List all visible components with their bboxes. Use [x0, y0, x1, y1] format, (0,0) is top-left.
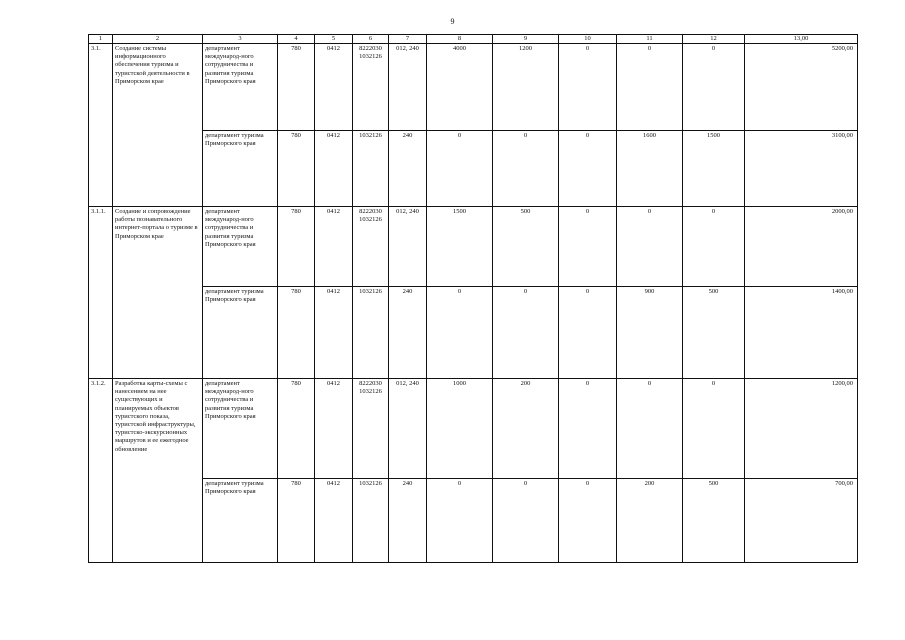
column-header: 3: [203, 35, 278, 44]
cell-c13: 5200,00: [745, 44, 858, 131]
executor-cell: департамент международ-ного сотрудничества и развития туризма Приморского края: [203, 379, 278, 479]
column-header: 12: [683, 35, 745, 44]
cell-c6: 8222030 1032126: [353, 379, 389, 479]
cell-c8: 0: [427, 287, 493, 379]
table-row: [89, 131, 858, 207]
cell-c8: 0: [427, 479, 493, 563]
cell-c11: 200: [617, 479, 683, 563]
table-row: [89, 287, 858, 379]
item-code: 3.1.2.: [89, 379, 113, 563]
column-header: 10: [559, 35, 617, 44]
cell-c7: 012, 240: [389, 379, 427, 479]
column-header: 9: [493, 35, 559, 44]
cell-c8: 0: [427, 131, 493, 207]
column-header: 8: [427, 35, 493, 44]
cell-c8: 4000: [427, 44, 493, 131]
cell-c11: 900: [617, 287, 683, 379]
cell-c4: 780: [278, 479, 315, 563]
cell-c11: 0: [617, 207, 683, 287]
cell-c10: 0: [559, 131, 617, 207]
cell-c10: 0: [559, 479, 617, 563]
column-header: 6: [353, 35, 389, 44]
cell-c11: 1600: [617, 131, 683, 207]
table-row: [89, 207, 858, 287]
column-header: 13,00: [745, 35, 858, 44]
table-row: [89, 479, 858, 563]
cell-c13: 1400,00: [745, 287, 858, 379]
item-name: Разработка карты-схемы с нанесением на нее существующих и планируемых объектов туристского показа, туристской инфраструктуры, туристско-экскурсионных маршрутов и ее ежегодное обновление: [113, 379, 203, 563]
item-code: 3.1.: [89, 44, 113, 207]
cell-c4: 780: [278, 131, 315, 207]
cell-c9: 0: [493, 131, 559, 207]
cell-c5: 0412: [315, 207, 353, 287]
cell-c6: 1032126: [353, 479, 389, 563]
cell-c12: 0: [683, 207, 745, 287]
table-row: [89, 379, 858, 479]
column-header: 4: [278, 35, 315, 44]
cell-c7: 012, 240: [389, 44, 427, 131]
cell-c11: 0: [617, 379, 683, 479]
cell-c9: 500: [493, 207, 559, 287]
cell-c13: 3100,00: [745, 131, 858, 207]
cell-c7: 012, 240: [389, 207, 427, 287]
budget-table: [88, 34, 858, 563]
page-number: 9: [450, 17, 455, 26]
cell-c12: 0: [683, 379, 745, 479]
item-name: Создание и сопровождение работы познавательного интернет-портала о туризме в Приморском крае: [113, 207, 203, 379]
cell-c9: 1200: [493, 44, 559, 131]
header-row: [89, 35, 858, 44]
cell-c12: 1500: [683, 131, 745, 207]
executor-cell: департамент международ-ного сотрудничества и развития туризма Приморского края: [203, 44, 278, 131]
cell-c8: 1000: [427, 379, 493, 479]
column-header: 11: [617, 35, 683, 44]
cell-c6: 8222030 1032126: [353, 207, 389, 287]
cell-c10: 0: [559, 379, 617, 479]
table-row: [89, 44, 858, 131]
cell-c12: 500: [683, 479, 745, 563]
column-header: 7: [389, 35, 427, 44]
executor-cell: департамент туризма Приморского края: [203, 131, 278, 207]
cell-c11: 0: [617, 44, 683, 131]
cell-c13: 2000,00: [745, 207, 858, 287]
cell-c7: 240: [389, 479, 427, 563]
cell-c12: 500: [683, 287, 745, 379]
cell-c5: 0412: [315, 44, 353, 131]
item-code: 3.1.1.: [89, 207, 113, 379]
cell-c7: 240: [389, 131, 427, 207]
cell-c6: 1032126: [353, 131, 389, 207]
executor-cell: департамент туризма Приморского края: [203, 287, 278, 379]
cell-c13: 1200,00: [745, 379, 858, 479]
cell-c9: 200: [493, 379, 559, 479]
cell-c4: 780: [278, 379, 315, 479]
cell-c6: 8222030 1032126: [353, 44, 389, 131]
cell-c13: 700,00: [745, 479, 858, 563]
cell-c12: 0: [683, 44, 745, 131]
executor-cell: департамент международ-ного сотрудничества и развития туризма Приморского края: [203, 207, 278, 287]
cell-c4: 780: [278, 207, 315, 287]
cell-c10: 0: [559, 287, 617, 379]
cell-c6: 1032126: [353, 287, 389, 379]
cell-c10: 0: [559, 207, 617, 287]
cell-c5: 0412: [315, 131, 353, 207]
cell-c8: 1500: [427, 207, 493, 287]
cell-c4: 780: [278, 44, 315, 131]
cell-c9: 0: [493, 287, 559, 379]
executor-cell: департамент туризма Приморского края: [203, 479, 278, 563]
column-header: 5: [315, 35, 353, 44]
cell-c5: 0412: [315, 287, 353, 379]
cell-c5: 0412: [315, 479, 353, 563]
column-header: 1: [89, 35, 113, 44]
cell-c5: 0412: [315, 379, 353, 479]
cell-c10: 0: [559, 44, 617, 131]
cell-c9: 0: [493, 479, 559, 563]
item-name: Создание системы информационного обеспечения туризма и туристской деятельности в Приморском крае: [113, 44, 203, 207]
cell-c7: 240: [389, 287, 427, 379]
cell-c4: 780: [278, 287, 315, 379]
column-header: 2: [113, 35, 203, 44]
